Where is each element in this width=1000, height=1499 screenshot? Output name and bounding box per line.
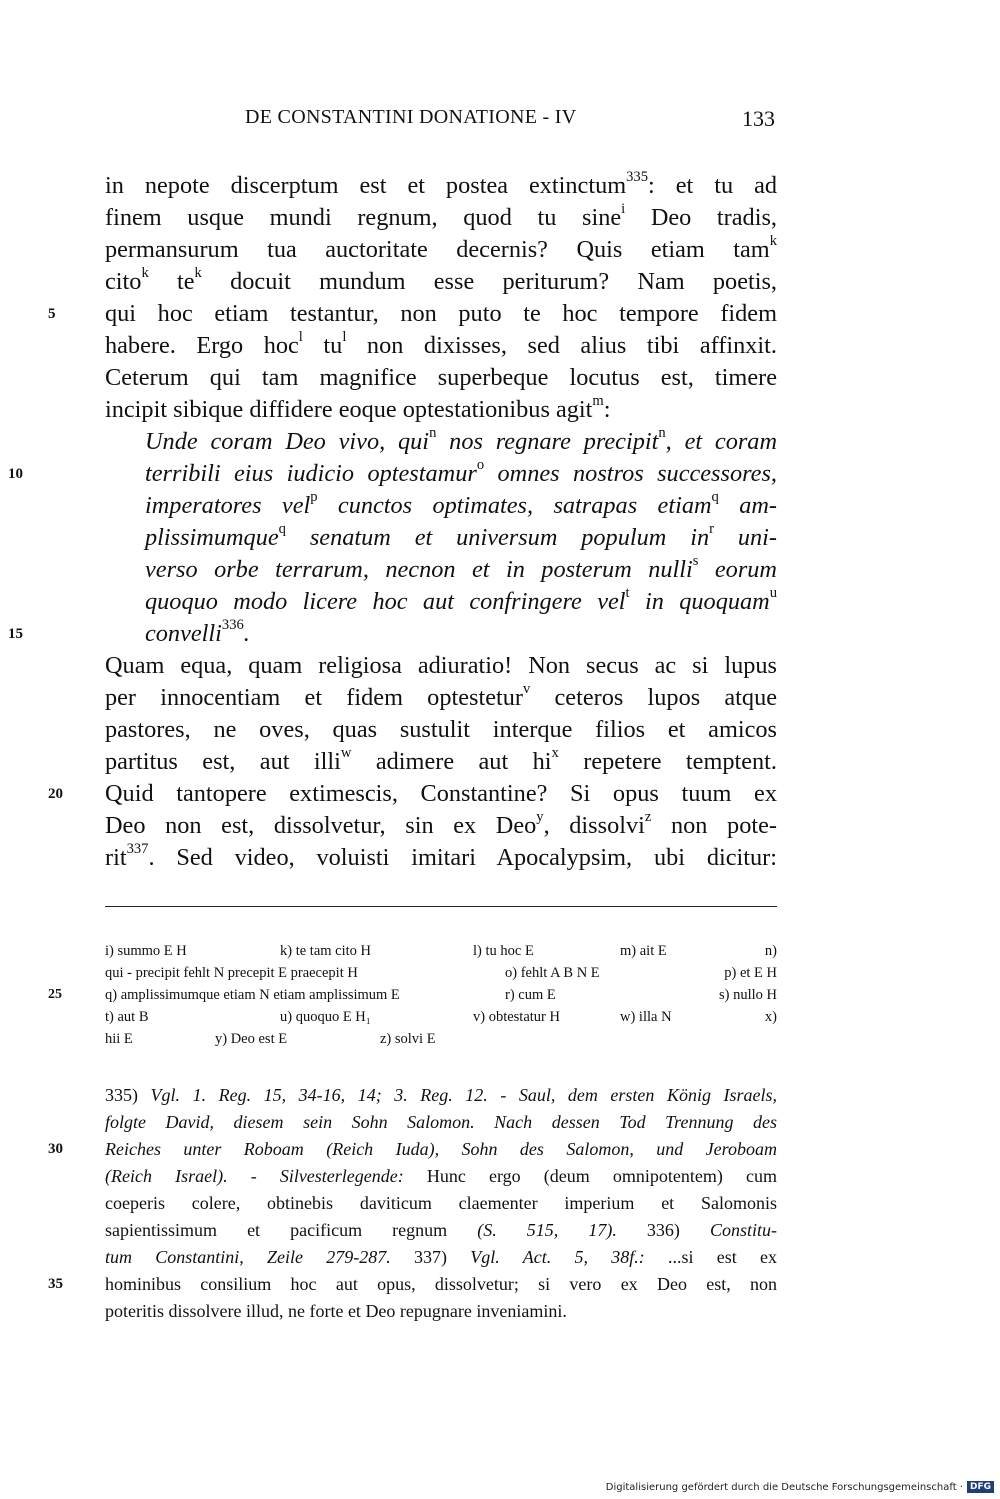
apparatus-entry: w) illa N — [620, 1009, 672, 1025]
note-marker: q — [278, 520, 286, 537]
text-line — [8, 456, 777, 490]
italic-text: Reiches unter Roboam (Reich Iuda), Sohn des Salomon, und Jeroboam — [105, 1139, 777, 1159]
text-line — [105, 522, 777, 554]
text-run: incipit sibique diffidere eoque optestationibus agit — [105, 396, 593, 423]
text-run: Unde coram Deo vivo, qui — [145, 428, 430, 455]
apparatus-entry: z) solvi E — [380, 1031, 436, 1047]
text-line — [105, 682, 777, 714]
text-line — [48, 778, 777, 810]
line-number: 20 — [48, 786, 63, 802]
text-run: docuit mundum esse periturum? Nam poetis, — [201, 268, 778, 295]
text-line — [105, 554, 777, 586]
text-line — [105, 746, 777, 778]
text-run: : — [603, 396, 611, 423]
note-marker: 337 — [126, 840, 149, 857]
text-run: . Sed video, voluisti imitari Apocalypsim, ubi dicitur: — [148, 844, 777, 871]
text-run: poteritis dissolvere illud, ne forte et Deo repugnare inveniamini. — [105, 1301, 567, 1321]
apparatus-entry: k) te tam cito H — [280, 943, 372, 959]
line-number: 30 — [48, 1141, 63, 1157]
note-line — [105, 1217, 777, 1244]
note-marker: p — [310, 488, 318, 505]
note-marker: i — [621, 200, 626, 217]
apparatus-entry: r) cum E — [505, 987, 556, 1003]
text-run: Quid tantopere extimescis, Constantine? Si opus tuum ex — [105, 780, 777, 807]
apparatus-entry: l) tu hoc E — [473, 943, 534, 959]
page-number: 133 — [742, 106, 775, 131]
text-run: : et tu ad — [648, 172, 778, 199]
text-line — [105, 810, 777, 842]
text-line — [105, 170, 777, 202]
text-run: in nepote discerptum est et postea extinctum — [105, 172, 627, 199]
apparatus-entry: hii E — [105, 1031, 133, 1047]
text-line — [105, 202, 777, 234]
note-line — [105, 1082, 777, 1109]
text-run: am- — [718, 492, 777, 519]
note-line — [105, 1163, 777, 1190]
text-run: partitus est, aut illi — [105, 748, 341, 775]
apparatus-entry: v) obtestatur H — [473, 1009, 560, 1025]
critical-apparatus — [48, 940, 777, 1050]
italic-text: folgte David, diesem sein Sohn Salomon. Nach dessen Tod Trennung des — [105, 1112, 777, 1132]
text-run: non dixisses, sed alius tibi affinxit. — [346, 332, 777, 359]
text-run: Deo tradis, — [625, 204, 777, 231]
footnote-divider — [105, 906, 777, 907]
note-marker: 335 — [626, 168, 649, 185]
note-marker: k — [769, 232, 777, 249]
apparatus-entry: t) aut B — [105, 1009, 149, 1025]
note-marker: n — [429, 424, 437, 441]
text-line — [105, 330, 777, 362]
apparatus-row — [105, 962, 777, 984]
text-run: imperatores vel — [145, 492, 311, 519]
text-run: per innocentiam et fidem optestetur — [105, 684, 523, 711]
note-marker: l — [298, 328, 303, 345]
text-run: coeperis colere, obtinebis daviticum claementer imperium et Salomonis — [105, 1193, 777, 1213]
note-marker: q — [711, 488, 719, 505]
text-run: te — [148, 268, 195, 295]
text-line — [105, 394, 777, 426]
note-marker: r — [709, 520, 714, 537]
text-run: Ceterum qui tam magnifice superbeque locutus est, timere — [105, 364, 777, 391]
line-number: 35 — [48, 1276, 63, 1292]
commentary-notes — [48, 1082, 778, 1325]
italic-text: (Reich Israel). - Silvesterlegende: — [105, 1166, 404, 1186]
note-line — [105, 1190, 777, 1217]
text-run: ceteros lupos atque — [530, 684, 777, 711]
text-line — [105, 234, 777, 266]
text-run: plissimumque — [145, 524, 279, 551]
note-marker: v — [523, 680, 531, 697]
text-line — [105, 362, 777, 394]
note-marker: s — [692, 552, 699, 569]
main-text — [8, 168, 778, 874]
note-marker: t — [625, 584, 630, 601]
apparatus-entry: u) quoquo E H₁ — [280, 1009, 371, 1025]
page-header — [105, 106, 775, 146]
apparatus-entry: s) nullo H — [719, 987, 777, 1003]
text-line — [105, 490, 777, 522]
apparatus-row — [105, 1028, 777, 1050]
note-marker: n — [658, 424, 666, 441]
apparatus-entry: o) fehlt A B N E — [505, 965, 600, 981]
text-run: , et coram — [665, 428, 778, 455]
apparatus-entry: m) ait E — [620, 943, 667, 959]
text-run: senatum et universum populum in — [285, 524, 710, 551]
note-line — [48, 1136, 777, 1163]
apparatus-entry: qui - precipit fehlt N precepit E praecepit H — [105, 965, 358, 981]
text-run: , dissolvi — [543, 812, 645, 839]
note-marker: 336 — [221, 616, 244, 633]
text-run: habere. Ergo hoc — [105, 332, 299, 359]
apparatus-entry: n) — [764, 943, 777, 959]
text-run: permansurum tua auctoritate decernis? Quis etiam tam — [105, 236, 770, 263]
line-number: 10 — [8, 466, 23, 482]
text-line — [105, 586, 777, 618]
italic-text: Vgl. 1. Reg. 15, 34-16, 14; 3. Reg. 12. - Saul, dem ersten König Israels, — [150, 1085, 778, 1105]
text-run: repetere temptent. — [558, 748, 777, 775]
italic-text: tum Constantini, Zeile 279-287. — [105, 1247, 391, 1267]
text-run: 335) — [105, 1085, 151, 1105]
note-marker: y — [536, 808, 544, 825]
text-run: . — [243, 620, 250, 647]
text-line — [105, 266, 777, 298]
line-number: 15 — [8, 626, 23, 642]
note-marker: k — [141, 264, 149, 281]
text-run: finem usque mundi regnum, quod tu sine — [105, 204, 622, 231]
note-marker: u — [769, 584, 777, 601]
note-marker: o — [476, 456, 485, 473]
note-marker: l — [342, 328, 347, 345]
text-run: uni- — [713, 524, 778, 551]
text-run: cito — [105, 268, 142, 295]
italic-text: Vgl. Act. 5, 38f.: — [470, 1247, 645, 1267]
text-run: eorum — [698, 556, 777, 583]
note-line — [105, 1109, 777, 1136]
text-run: nos regnare precipit — [436, 428, 659, 455]
text-run: non pote- — [651, 812, 777, 839]
text-run: cunctos optimates, satrapas etiam — [317, 492, 712, 519]
note-marker: k — [194, 264, 202, 281]
text-line — [105, 714, 777, 746]
text-line — [48, 298, 777, 330]
apparatus-entry: y) Deo est E — [215, 1031, 288, 1047]
text-run: terribili eius iudicio optestamur — [145, 460, 477, 487]
italic-text: Constitu- — [709, 1220, 777, 1240]
apparatus-entry: q) amplissimumque etiam N etiam amplissimum E — [105, 987, 400, 1003]
note-marker: m — [592, 392, 604, 409]
note-marker: z — [644, 808, 652, 825]
text-run: Deo non est, dissolvetur, sin ex Deo — [105, 812, 537, 839]
text-run: Hunc ergo (deum omnipotentem) cum — [403, 1166, 777, 1186]
text-run: qui hoc etiam testantur, non puto te hoc tempore fidem — [105, 300, 777, 327]
note-line — [105, 1298, 777, 1325]
apparatus-entry: p) et E H — [724, 965, 777, 981]
apparatus-row — [48, 984, 777, 1006]
italic-text: (S. 515, 17). — [477, 1220, 617, 1240]
line-number: 5 — [48, 306, 56, 322]
note-marker: x — [551, 744, 559, 761]
dfg-logo: DFG — [967, 1481, 994, 1493]
text-line — [8, 616, 777, 650]
text-line — [105, 650, 777, 682]
note-line — [105, 1244, 777, 1271]
apparatus-row — [105, 1006, 777, 1028]
apparatus-entry: x) — [764, 1009, 777, 1025]
note-line — [48, 1271, 777, 1298]
text-run: sapientissimum et pacificum regnum — [105, 1220, 478, 1240]
text-run: hominibus consilium hoc aut opus, dissolvetur; si vero ex Deo est, non — [105, 1274, 777, 1294]
text-run: pastores, ne oves, quas sustulit interque filios et amicos — [105, 716, 777, 743]
text-run: tu — [302, 332, 343, 359]
note-marker: w — [340, 744, 352, 761]
text-line — [105, 426, 777, 458]
digitization-footer — [606, 1481, 994, 1493]
text-run: ...si est ex — [644, 1247, 778, 1267]
text-run: Quam equa, quam religiosa adiuratio! Non secus ac si lupus — [105, 652, 777, 679]
apparatus-entry: i) summo E H — [105, 943, 187, 959]
text-run: verso orbe terrarum, necnon et in posterum nulli — [145, 556, 693, 583]
text-run: quoquo modo licere hoc aut confringere vel — [145, 588, 626, 615]
text-run: convelli — [145, 620, 222, 647]
text-run: 336) — [616, 1220, 710, 1240]
text-run: rit — [105, 844, 127, 871]
text-run: omnes nostros successores, — [484, 460, 777, 487]
line-number: 25 — [48, 987, 62, 1002]
running-title: DE CONSTANTINI DONATIONE - IV — [245, 106, 577, 128]
text-run: adimere aut hi — [351, 748, 552, 775]
text-line — [105, 842, 777, 874]
text-run: in quoquam — [629, 588, 770, 615]
footer-text: Digitalisierung gefördert durch die Deutsche Forschungsgemeinschaft · — [605, 1481, 963, 1493]
text-run: 337) — [390, 1247, 471, 1267]
apparatus-row — [105, 940, 777, 962]
